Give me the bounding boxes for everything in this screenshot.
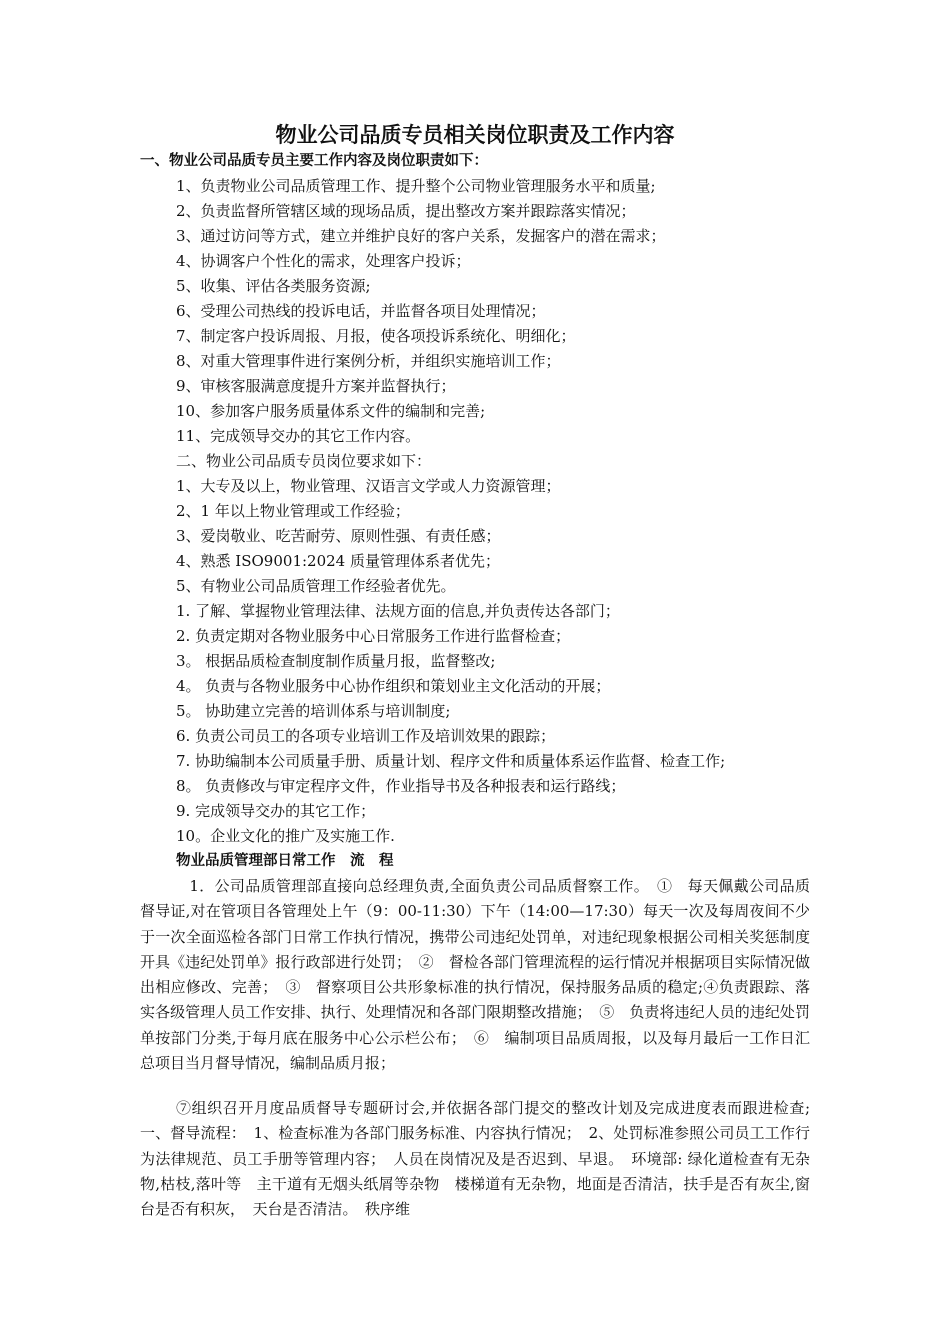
document-title: 物业公司品质专员相关岗位职责及工作内容: [275, 122, 675, 147]
section3-item: 9. 完成领导交办的其它工作；: [176, 802, 376, 820]
section1-item: 3、通过访问等方式，建立并维护良好的客户关系，发掘客户的潜在需求；: [176, 227, 666, 245]
section3-item: 10。企业文化的推广及实施工作.: [176, 827, 395, 845]
section1-item: 10、参加客户服务质量体系文件的编制和完善;: [176, 402, 486, 420]
section2-item: 5、有物业公司品质管理工作经验者优先。: [176, 577, 456, 595]
section1-item: 6、受理公司热线的投诉电话，并监督各项目处理情况；: [176, 302, 546, 320]
section3-item: 5。 协助建立完善的培训体系与培训制度;: [176, 702, 451, 720]
section1-item: 5、收集、评估各类服务资源;: [176, 277, 371, 295]
section1-item: 2、负责监督所管辖区域的现场品质，提出整改方案并跟踪落实情况；: [176, 202, 636, 220]
section2-item: 1、大专及以上，物业管理、汉语言文学或人力资源管理；: [176, 477, 561, 495]
section2-heading: 二、物业公司品质专员岗位要求如下：: [176, 452, 432, 470]
section2-item: 2、1 年以上物业管理或工作经验；: [176, 502, 410, 520]
section3-item: 1. 了解、掌握物业管理法律、法规方面的信息,并负责传达各部门；: [176, 602, 620, 620]
section1-item: 4、协调客户个性化的需求，处理客户投诉；: [176, 252, 471, 270]
flow-paragraph-1: 1．公司品质管理部直接向总经理负责,全面负责公司品质督察工作。 ① 每天佩戴公司品质督导证,对在管项目各管理处上午（9：00-11:30）下午（14:00—17:30）每天一次及每周夜间不少于一次全面巡检各部门日常工作执行情况，携带公司违纪处罚单，对违纪现象根据公司相关奖惩制度开具《违纪处罚单》报行政部进行处罚； ② 督检各部门管理流程的运行情况并根据项目实际情况做出相应修改、完善； ③ 督察项目公共形象标准的执行情况，保持服务品质的稳定;④负责跟踪、落实各级管理人员工作安排、执行、处理情况和各部门限期整改措施； ⑤ 负责将违纪人员的违纪处罚单按部门分类,于每月底在服务中心公示栏公布； ⑥ 编制项目品质周报，以及每月最后一工作日汇总项目当月督导情况，编制品质月报；: [140, 877, 810, 1073]
section3-item: 3。 根据品质检查制度制作质量月报，监督整改;: [176, 652, 496, 670]
section2-item: 4、熟悉 ISO9001:2024 质量管理体系者优先；: [176, 552, 500, 570]
section3-item: 4。 负责与各物业服务中心协作组织和策划业主文化活动的开展；: [176, 677, 611, 695]
section1-item: 9、审核客服满意度提升方案并监督执行；: [176, 377, 456, 395]
section1-item: 11、完成领导交办的其它工作内容。: [176, 427, 421, 445]
section3-item: 8。 负责修改与审定程序文件，作业指导书及各种报表和运行路线；: [176, 777, 626, 795]
section1-heading: 一、物业公司品质专员主要工作内容及岗位职责如下：: [140, 153, 488, 169]
section1-item: 1、负责物业公司品质管理工作、提升整个公司物业管理服务水平和质量;: [176, 177, 656, 195]
section1-item: 7、制定客户投诉周报、月报，使各项投诉系统化、明细化；: [176, 327, 576, 345]
section3-item: 2. 负责定期对各物业服务中心日常服务工作进行监督检查；: [176, 627, 571, 645]
section1-item: 8、对重大管理事件进行案例分析，并组织实施培训工作；: [176, 352, 561, 370]
section3-item: 6. 负责公司员工的各项专业培训工作及培训效果的跟踪；: [176, 727, 556, 745]
flow-paragraph-2: ⑦组织召开月度品质督导专题研讨会,并依据各部门提交的整改计划及完成进度表而跟进检查;一、督导流程： 1、检查标准为各部门服务标准、内容执行情况； 2、处罚标准参照公司员工工作行为法律规范、员工手册等管理内容； 人员在岗情况及是否迟到、早退。 环境部: 绿化道检查有无杂物,枯枝,落叶等 主干道有无烟头纸屑等杂物 楼梯道有无杂物，地面是否清洁，扶手是否有灰尘,窗台是否有积灰， 天台是否清洁。 秩序维: [140, 1099, 810, 1219]
flow-heading: 物业品质管理部日常工作 流 程: [176, 853, 394, 869]
section2-item: 3、爱岗敬业、吃苦耐劳、原则性强、有责任感；: [176, 527, 501, 545]
section3-item: 7. 协助编制本公司质量手册、质量计划、程序文件和质量体系运作监督、检查工作;: [176, 752, 726, 770]
